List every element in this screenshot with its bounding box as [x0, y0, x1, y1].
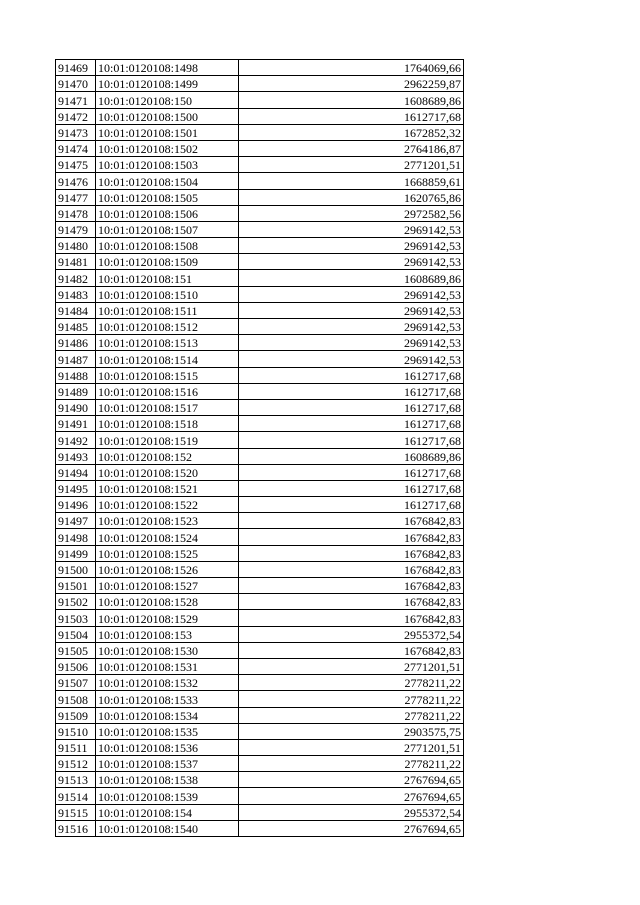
- table-row: [56, 529, 464, 545]
- table-row: [56, 804, 464, 820]
- table-row: [56, 270, 464, 286]
- cadastral-value-cell: 1676842,83: [239, 561, 464, 577]
- table-row: [56, 464, 464, 480]
- cadastral-value-cell: 1676842,83: [239, 578, 464, 594]
- cadastral-number-cell: 10:01:0120108:1499: [96, 76, 239, 92]
- table-row: [56, 221, 464, 237]
- cadastral-number-cell: 10:01:0120108:1503: [96, 157, 239, 173]
- cadastral-value-cell: 1676842,83: [239, 594, 464, 610]
- table-row: [56, 772, 464, 788]
- table-row: [56, 820, 464, 836]
- cadastral-number-cell: 10:01:0120108:1539: [96, 788, 239, 804]
- table-row: [56, 60, 464, 76]
- row-number-cell: 91473: [56, 124, 96, 140]
- row-number-cell: 91484: [56, 302, 96, 318]
- row-number-cell: 91480: [56, 238, 96, 254]
- row-number-cell: 91498: [56, 529, 96, 545]
- table-row: [56, 723, 464, 739]
- row-number-cell: 91483: [56, 286, 96, 302]
- row-number-cell: 91499: [56, 545, 96, 561]
- table-row: [56, 286, 464, 302]
- table-row: [56, 497, 464, 513]
- cadastral-value-cell: 2767694,65: [239, 820, 464, 836]
- row-number-cell: 91488: [56, 367, 96, 383]
- row-number-cell: 91496: [56, 497, 96, 513]
- table-row: [56, 578, 464, 594]
- row-number-cell: 91514: [56, 788, 96, 804]
- row-number-cell: 91507: [56, 675, 96, 691]
- cadastral-number-cell: 10:01:0120108:1530: [96, 642, 239, 658]
- row-number-cell: 91485: [56, 319, 96, 335]
- table-row: [56, 254, 464, 270]
- table-row: [56, 480, 464, 496]
- table-row: [56, 561, 464, 577]
- cadastral-number-cell: 10:01:0120108:1535: [96, 723, 239, 739]
- cadastral-number-cell: 10:01:0120108:1498: [96, 60, 239, 76]
- cadastral-value-cell: 2969142,53: [239, 221, 464, 237]
- cadastral-value-cell: 2771201,51: [239, 739, 464, 755]
- cadastral-number-cell: 10:01:0120108:1524: [96, 529, 239, 545]
- cadastral-value-cell: 2962259,87: [239, 76, 464, 92]
- cadastral-number-cell: 10:01:0120108:1505: [96, 189, 239, 205]
- cadastral-value-cell: 1620765,86: [239, 189, 464, 205]
- table-row: [56, 157, 464, 173]
- row-number-cell: 91515: [56, 804, 96, 820]
- row-number-cell: 91493: [56, 448, 96, 464]
- cadastral-value-cell: 1612717,68: [239, 480, 464, 496]
- row-number-cell: 91490: [56, 399, 96, 415]
- table-row: [56, 238, 464, 254]
- cadastral-value-cell: 1608689,86: [239, 92, 464, 108]
- cadastral-value-cell: 2771201,51: [239, 157, 464, 173]
- cadastral-value-cell: 2771201,51: [239, 658, 464, 674]
- row-number-cell: 91512: [56, 756, 96, 772]
- cadastral-number-cell: 10:01:0120108:1538: [96, 772, 239, 788]
- cadastral-value-cell: 2767694,65: [239, 788, 464, 804]
- table-row: [56, 335, 464, 351]
- cadastral-value-cell: 2969142,53: [239, 302, 464, 318]
- table-row: [56, 92, 464, 108]
- cadastral-number-cell: 10:01:0120108:1529: [96, 610, 239, 626]
- cadastral-number-cell: 10:01:0120108:1500: [96, 108, 239, 124]
- row-number-cell: 91479: [56, 221, 96, 237]
- row-number-cell: 91478: [56, 205, 96, 221]
- cadastral-value-cell: 1612717,68: [239, 383, 464, 399]
- row-number-cell: 91477: [56, 189, 96, 205]
- cadastral-value-cell: 1676842,83: [239, 513, 464, 529]
- cadastral-number-cell: 10:01:0120108:1508: [96, 238, 239, 254]
- row-number-cell: 91502: [56, 594, 96, 610]
- cadastral-value-cell: 2969142,53: [239, 254, 464, 270]
- table-row: [56, 416, 464, 432]
- cadastral-number-cell: 10:01:0120108:1521: [96, 480, 239, 496]
- row-number-cell: 91516: [56, 820, 96, 836]
- cadastral-number-cell: 10:01:0120108:1502: [96, 140, 239, 156]
- row-number-cell: 91509: [56, 707, 96, 723]
- cadastral-number-cell: 10:01:0120108:1516: [96, 383, 239, 399]
- row-number-cell: 91472: [56, 108, 96, 124]
- table-row: [56, 124, 464, 140]
- row-number-cell: 91476: [56, 173, 96, 189]
- cadastral-number-cell: 10:01:0120108:1512: [96, 319, 239, 335]
- cadastral-value-cell: 2969142,53: [239, 319, 464, 335]
- cadastral-value-cell: 2955372,54: [239, 626, 464, 642]
- row-number-cell: 91504: [56, 626, 96, 642]
- table-row: [56, 189, 464, 205]
- cadastral-number-cell: 10:01:0120108:1523: [96, 513, 239, 529]
- row-number-cell: 91474: [56, 140, 96, 156]
- cadastral-value-cell: 2972582,56: [239, 205, 464, 221]
- cadastral-number-cell: 10:01:0120108:1519: [96, 432, 239, 448]
- table-row: [56, 108, 464, 124]
- table-row: [56, 675, 464, 691]
- row-number-cell: 91475: [56, 157, 96, 173]
- cadastral-number-cell: 10:01:0120108:1532: [96, 675, 239, 691]
- cadastral-number-cell: 10:01:0120108:154: [96, 804, 239, 820]
- cadastral-value-cell: 1612717,68: [239, 464, 464, 480]
- cadastral-number-cell: 10:01:0120108:151: [96, 270, 239, 286]
- table-row: [56, 610, 464, 626]
- table-row: [56, 513, 464, 529]
- row-number-cell: 91470: [56, 76, 96, 92]
- row-number-cell: 91494: [56, 464, 96, 480]
- table-row: [56, 205, 464, 221]
- cadastral-number-cell: 10:01:0120108:150: [96, 92, 239, 108]
- table-row: [56, 756, 464, 772]
- cadastral-number-cell: 10:01:0120108:1536: [96, 739, 239, 755]
- row-number-cell: 91491: [56, 416, 96, 432]
- cadastral-value-cell: 1668859,61: [239, 173, 464, 189]
- cadastral-value-cell: 1612717,68: [239, 399, 464, 415]
- cadastral-value-cell: 1612717,68: [239, 108, 464, 124]
- row-number-cell: 91481: [56, 254, 96, 270]
- row-number-cell: 91505: [56, 642, 96, 658]
- cadastral-number-cell: 10:01:0120108:1509: [96, 254, 239, 270]
- cadastral-number-cell: 10:01:0120108:1533: [96, 691, 239, 707]
- row-number-cell: 91508: [56, 691, 96, 707]
- cadastral-value-cell: 2969142,53: [239, 335, 464, 351]
- cadastral-number-cell: 10:01:0120108:1537: [96, 756, 239, 772]
- cadastral-number-cell: 10:01:0120108:153: [96, 626, 239, 642]
- row-number-cell: 91506: [56, 658, 96, 674]
- table-row: [56, 140, 464, 156]
- cadastral-value-cell: 1612717,68: [239, 432, 464, 448]
- table-row: [56, 626, 464, 642]
- cadastral-number-cell: 10:01:0120108:1522: [96, 497, 239, 513]
- cadastral-value-cell: 1676842,83: [239, 545, 464, 561]
- cadastral-value-cell: 1608689,86: [239, 270, 464, 286]
- table-row: [56, 302, 464, 318]
- cadastral-value-cell: 2764186,87: [239, 140, 464, 156]
- row-number-cell: 91500: [56, 561, 96, 577]
- cadastral-number-cell: 10:01:0120108:1540: [96, 820, 239, 836]
- cadastral-number-cell: 10:01:0120108:1526: [96, 561, 239, 577]
- cadastral-number-cell: 10:01:0120108:1527: [96, 578, 239, 594]
- row-number-cell: 91482: [56, 270, 96, 286]
- row-number-cell: 91471: [56, 92, 96, 108]
- cadastral-value-cell: 2969142,53: [239, 351, 464, 367]
- table-row: [56, 383, 464, 399]
- row-number-cell: 91511: [56, 739, 96, 755]
- row-number-cell: 91501: [56, 578, 96, 594]
- table-row: [56, 76, 464, 92]
- cadastral-number-cell: 10:01:0120108:1514: [96, 351, 239, 367]
- cadastral-value-cell: 1612717,68: [239, 367, 464, 383]
- cadastral-number-cell: 10:01:0120108:1507: [96, 221, 239, 237]
- cadastral-number-cell: 10:01:0120108:1515: [96, 367, 239, 383]
- table-row: [56, 545, 464, 561]
- row-number-cell: 91489: [56, 383, 96, 399]
- table-row: [56, 448, 464, 464]
- cadastral-number-cell: 10:01:0120108:1513: [96, 335, 239, 351]
- cadastral-value-cell: 1764069,66: [239, 60, 464, 76]
- cadastral-value-cell: 2767694,65: [239, 772, 464, 788]
- table-row: [56, 351, 464, 367]
- cadastral-number-cell: 10:01:0120108:1510: [96, 286, 239, 302]
- table-body: [56, 60, 464, 837]
- row-number-cell: 91510: [56, 723, 96, 739]
- cadastral-value-cell: 1676842,83: [239, 642, 464, 658]
- row-number-cell: 91492: [56, 432, 96, 448]
- cadastral-number-cell: 10:01:0120108:1534: [96, 707, 239, 723]
- cadastral-value-cell: 2778211,22: [239, 691, 464, 707]
- cadastral-value-cell: 1612717,68: [239, 416, 464, 432]
- cadastral-number-cell: 10:01:0120108:1531: [96, 658, 239, 674]
- cadastral-value-cell: 2969142,53: [239, 238, 464, 254]
- cadastral-number-cell: 10:01:0120108:1501: [96, 124, 239, 140]
- table-row: [56, 173, 464, 189]
- cadastral-number-cell: 10:01:0120108:1520: [96, 464, 239, 480]
- cadastral-value-cell: 2778211,22: [239, 756, 464, 772]
- row-number-cell: 91486: [56, 335, 96, 351]
- table-row: [56, 367, 464, 383]
- table-row: [56, 594, 464, 610]
- cadastral-value-cell: 1612717,68: [239, 497, 464, 513]
- cadastral-number-cell: 10:01:0120108:1528: [96, 594, 239, 610]
- cadastral-number-cell: 10:01:0120108:1511: [96, 302, 239, 318]
- cadastral-value-cell: 1676842,83: [239, 529, 464, 545]
- table-row: [56, 642, 464, 658]
- table-row: [56, 788, 464, 804]
- table-row: [56, 707, 464, 723]
- table-row: [56, 658, 464, 674]
- row-number-cell: 91503: [56, 610, 96, 626]
- cadastral-number-cell: 10:01:0120108:1504: [96, 173, 239, 189]
- cadastral-value-cell: 1676842,83: [239, 610, 464, 626]
- cadastral-value-table: [55, 59, 464, 837]
- cadastral-value-cell: 2778211,22: [239, 707, 464, 723]
- table-row: [56, 691, 464, 707]
- cadastral-number-cell: 10:01:0120108:1525: [96, 545, 239, 561]
- cadastral-value-cell: 2969142,53: [239, 286, 464, 302]
- cadastral-value-cell: 1608689,86: [239, 448, 464, 464]
- row-number-cell: 91487: [56, 351, 96, 367]
- cadastral-value-cell: 1672852,32: [239, 124, 464, 140]
- table-row: [56, 319, 464, 335]
- row-number-cell: 91513: [56, 772, 96, 788]
- row-number-cell: 91469: [56, 60, 96, 76]
- cadastral-number-cell: 10:01:0120108:152: [96, 448, 239, 464]
- table-row: [56, 432, 464, 448]
- cadastral-number-cell: 10:01:0120108:1517: [96, 399, 239, 415]
- row-number-cell: 91495: [56, 480, 96, 496]
- row-number-cell: 91497: [56, 513, 96, 529]
- cadastral-value-cell: 2903575,75: [239, 723, 464, 739]
- cadastral-value-cell: 2955372,54: [239, 804, 464, 820]
- table-row: [56, 739, 464, 755]
- table-row: [56, 399, 464, 415]
- cadastral-number-cell: 10:01:0120108:1506: [96, 205, 239, 221]
- cadastral-number-cell: 10:01:0120108:1518: [96, 416, 239, 432]
- cadastral-value-cell: 2778211,22: [239, 675, 464, 691]
